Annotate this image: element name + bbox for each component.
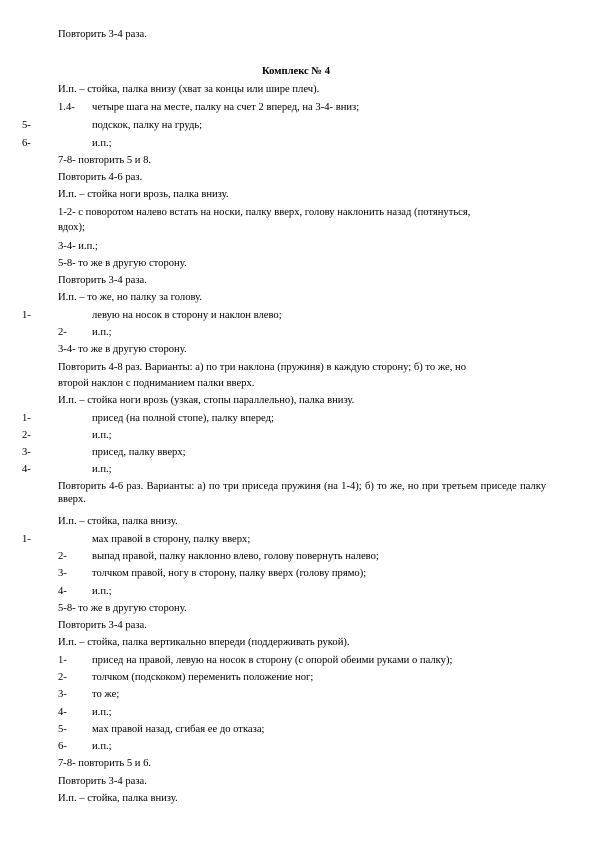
step-text: то же; bbox=[92, 689, 120, 700]
step-text: толчком (подскоком) переменить положение ног; bbox=[92, 672, 314, 683]
text-line: Повторить 3-4 раза. bbox=[58, 29, 147, 40]
step-text: левую на носок в сторону и наклон влево; bbox=[92, 310, 282, 321]
text-line: 5-8- то же в другую сторону. bbox=[58, 603, 187, 614]
text-line: И.п. – стойка, палка внизу. bbox=[58, 516, 178, 527]
text-line: Повторить 3-4 раза. bbox=[58, 275, 147, 286]
step-number: 2- bbox=[58, 672, 67, 683]
text-line: 1-2- с поворотом налево встать на носки, палку вверх, голову наклонить назад (потянуться, bbox=[58, 207, 471, 218]
paragraph: Повторить 4-6 раз. Варианты: а) по три приседа пружиня (на 1-4); б) то же, но при третьем приседе палку вверх. bbox=[58, 481, 546, 505]
step-text: присед (на полной стопе), палку вперед; bbox=[92, 413, 274, 424]
step-number: 1- bbox=[58, 655, 67, 666]
step-text: и.п.; bbox=[92, 741, 112, 752]
text-line: Повторить 4-6 раз. bbox=[58, 172, 143, 183]
step-text: выпад правой, палку наклонно влево, голову повернуть налево; bbox=[92, 551, 379, 562]
text-line: Повторить 3-4 раза. bbox=[58, 776, 147, 787]
section-heading: Комплекс № 4 bbox=[262, 66, 330, 77]
text-line: И.п. – стойка ноги врозь, палка внизу. bbox=[58, 189, 229, 200]
step-text: и.п.; bbox=[92, 327, 112, 338]
text-line: И.п. – стойка, палка внизу (хват за концы или шире плеч). bbox=[58, 84, 320, 95]
text-line: вдох); bbox=[58, 222, 85, 233]
step-number: 2- bbox=[22, 430, 31, 441]
step-text: и.п.; bbox=[92, 464, 112, 475]
text-line: Повторить 3-4 раза. bbox=[58, 620, 147, 631]
step-text: мах правой назад, сгибая ее до отказа; bbox=[92, 724, 265, 735]
step-number: 3- bbox=[22, 447, 31, 458]
text-line: Повторить 4-8 раз. Варианты: а) по три наклона (пружиня) в каждую сторону; б) то же, но bbox=[58, 362, 467, 373]
text-line: 7-8- повторить 5 и 8. bbox=[58, 155, 152, 166]
step-number: 4- bbox=[58, 707, 67, 718]
step-text: присед, палку вверх; bbox=[92, 447, 186, 458]
step-number: 1- bbox=[22, 310, 31, 321]
step-text: мах правой в сторону, палку вверх; bbox=[92, 534, 251, 545]
text-line: И.п. – то же, но палку за голову. bbox=[58, 292, 203, 303]
text-line: второй наклон с подниманием палки вверх. bbox=[58, 378, 255, 389]
step-number: 4- bbox=[58, 586, 67, 597]
text-line: 3-4- и.п.; bbox=[58, 241, 98, 252]
step-number: 6- bbox=[22, 138, 31, 149]
step-text: и.п.; bbox=[92, 707, 112, 718]
text-line: 3-4- то же в другую сторону. bbox=[58, 344, 187, 355]
text-line: 7-8- повторить 5 и 6. bbox=[58, 758, 152, 769]
step-number: 2- bbox=[58, 551, 67, 562]
step-text: присед на правой, левую на носок в сторону (с опорой обеими руками о палку); bbox=[92, 655, 453, 666]
step-number: 2- bbox=[58, 327, 67, 338]
step-text: и.п.; bbox=[92, 430, 112, 441]
step-text: четыре шага на месте, палку на счет 2 вперед, на 3-4- вниз; bbox=[92, 102, 360, 113]
step-text: и.п.; bbox=[92, 138, 112, 149]
step-number: 1- bbox=[22, 413, 31, 424]
step-text: подскок, палку на грудь; bbox=[92, 120, 203, 131]
text-line: И.п. – стойка, палка внизу. bbox=[58, 793, 178, 804]
step-number: 1- bbox=[22, 534, 31, 545]
step-text: и.п.; bbox=[92, 586, 112, 597]
step-number: 3- bbox=[58, 689, 67, 700]
step-number: 3- bbox=[58, 568, 67, 579]
step-number: 6- bbox=[58, 741, 67, 752]
step-text: толчком правой, ногу в сторону, палку вверх (голову прямо); bbox=[92, 568, 367, 579]
text-line: И.п. – стойка ноги врозь (узкая, стопы параллельно), палка внизу. bbox=[58, 395, 355, 406]
text-line: 5-8- то же в другую сторону. bbox=[58, 258, 187, 269]
step-number: 5- bbox=[22, 120, 31, 131]
step-number: 1.4- bbox=[58, 102, 75, 113]
text-line: И.п. – стойка, палка вертикально впереди (поддерживать рукой). bbox=[58, 637, 350, 648]
step-number: 4- bbox=[22, 464, 31, 475]
step-number: 5- bbox=[58, 724, 67, 735]
